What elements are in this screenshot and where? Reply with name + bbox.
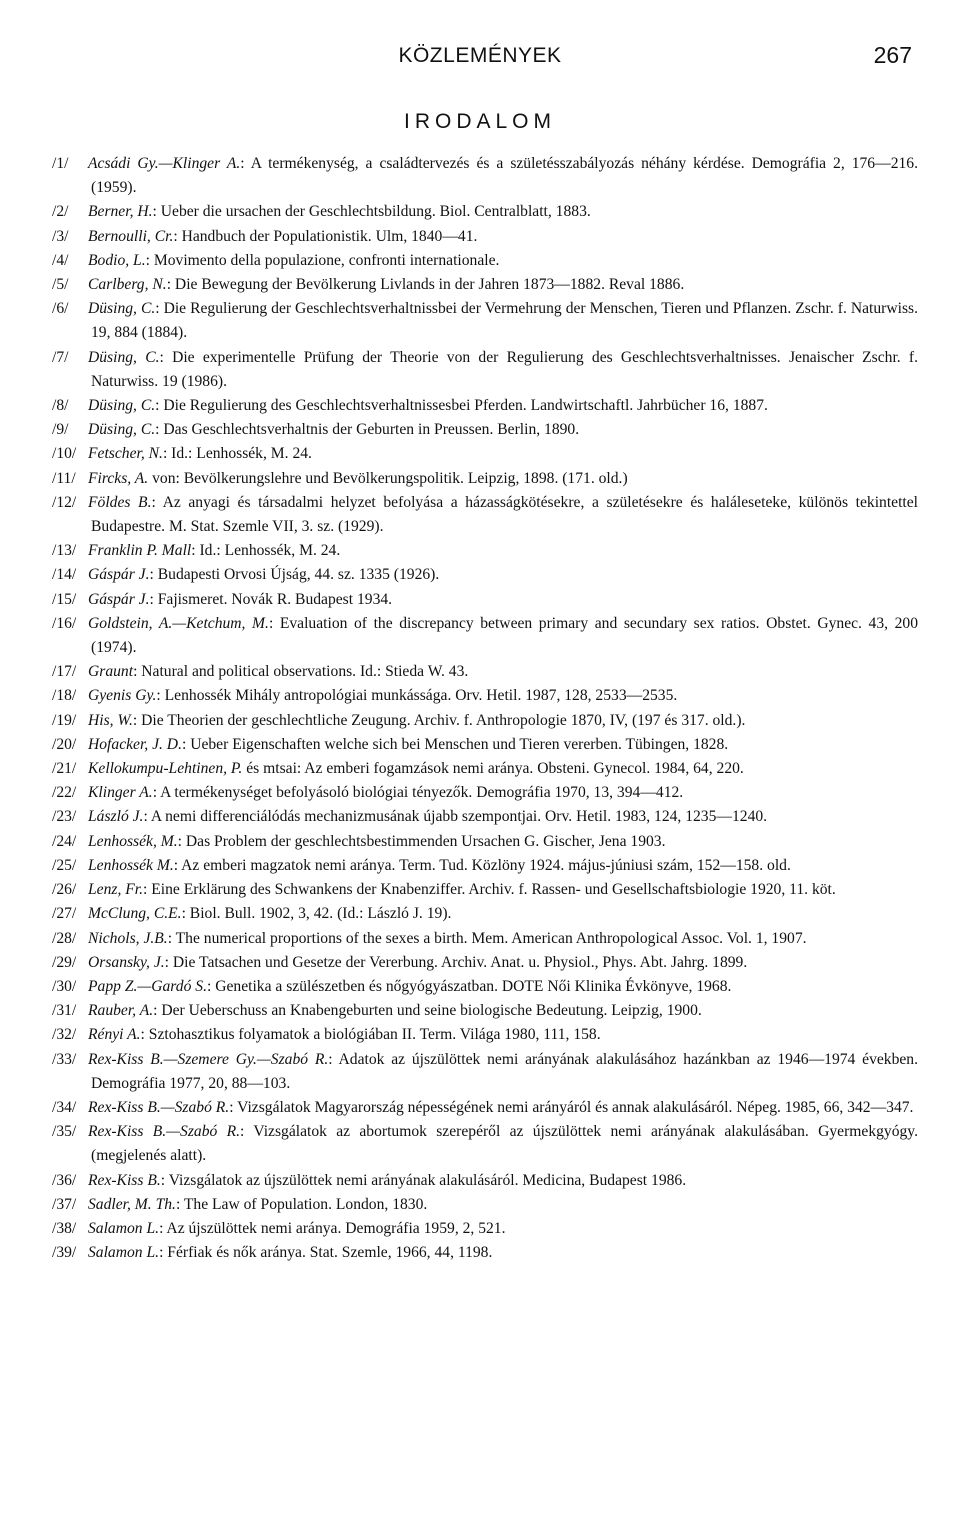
reference-authors: Kellokumpu-Lehtinen, P. <box>88 760 243 778</box>
reference-text: : Die Tatsachen und Gesetze der Vererbung. Archiv. Anat. u. Physiol., Phys. Abt. Jahrg. 1899. <box>164 953 748 971</box>
reference-authors: Papp Z.—Gardó S. <box>88 977 207 995</box>
page-header <box>0 44 960 74</box>
reference-number: /7/ <box>52 348 69 366</box>
reference-number: /6/ <box>52 300 69 318</box>
reference-text: : Movimento della populazione, confronti internationale. <box>145 251 500 269</box>
reference-text: : Das Geschlechtsverhaltnis der Geburten in Preussen. Berlin, 1890. <box>155 421 580 439</box>
reference-text: : Id.: Lenhossék, M. 24. <box>191 542 341 560</box>
reference-number: /21/ <box>52 760 77 778</box>
reference-number: /5/ <box>52 276 69 294</box>
reference-item <box>52 442 918 466</box>
reference-text: : Die Bewegung der Bevölkerung Livlands in der Jahren 1873—1882. Reval 1886. <box>166 276 685 294</box>
reference-text: : Biol. Bull. 1902, 3, 42. (Id.: László J. 19). <box>181 905 452 923</box>
reference-item <box>52 394 918 418</box>
reference-number: /33/ <box>52 1050 77 1068</box>
reference-authors: Düsing, C. <box>88 421 156 439</box>
reference-text: : Vizsgálatok az újszülöttek nemi arányának alakulásáról. Medicina, Budapest 1986. <box>160 1171 687 1189</box>
reference-authors: Hofacker, J. D. <box>88 735 182 753</box>
reference-authors: Rex-Kiss B.—Szemere Gy.—Szabó R. <box>88 1050 329 1068</box>
reference-text: : Ueber Eigenschaften welche sich bei Menschen und Tieren vererben. Tübingen, 1828. <box>181 735 729 753</box>
reference-number: /26/ <box>52 881 77 899</box>
reference-item <box>52 563 918 587</box>
reference-text: : A termékenységet befolyásoló biológiai tényezők. Demográfia 1970, 13, 394—412. <box>152 784 684 802</box>
reference-authors: Gáspár J. <box>88 590 150 608</box>
reference-text: : Die Regulierung des Geschlechtsverhaltnissesbei Pferden. Landwirtschaftl. Jahrbücher 16, 1887. <box>155 397 768 415</box>
reference-authors: Rex-Kiss B.—Szabó R. <box>88 1098 230 1116</box>
reference-authors: Nichols, J.B. <box>88 929 168 947</box>
reference-authors: Rényi A. <box>88 1026 141 1044</box>
reference-item <box>52 467 918 491</box>
reference-number: /29/ <box>52 953 77 971</box>
reference-text: : Az emberi magzatok nemi aránya. Term. Tud. Közlöny 1924. május-júniusi szám, 152—158. old. <box>173 856 791 874</box>
reference-authors: Rex-Kiss B.—Szabó R. <box>88 1123 241 1141</box>
reference-text: : The numerical proportions of the sexes a birth. Mem. American Anthropological Assoc. Vol. 1, 1907. <box>167 929 807 947</box>
page-number: 267 <box>873 42 912 68</box>
reference-text: : Eine Erklärung des Schwankens der Knabenziffer. Archiv. f. Rassen- und Gesellschaftsbiologie 1920, 11. köt. <box>143 881 836 899</box>
reference-authors: Lenz, Fr. <box>88 881 144 899</box>
reference-number: /23/ <box>52 808 77 826</box>
reference-item <box>52 878 918 902</box>
reference-text: és mtsai: Az emberi fogamzások nemi aránya. Obsteni. Gynecol. 1984, 64, 220. <box>242 760 744 778</box>
reference-text: : Férfiak és nők aránya. Stat. Szemle, 1966, 44, 1198. <box>159 1244 493 1262</box>
reference-authors: Acsádi Gy.—Klinger A. <box>88 155 241 172</box>
reference-authors: Düsing, C. <box>88 397 156 415</box>
reference-authors: Fetscher, N. <box>88 445 163 463</box>
reference-item <box>52 346 918 394</box>
reference-number: /13/ <box>52 542 77 560</box>
reference-item <box>52 1193 918 1217</box>
reference-authors: Rex-Kiss B. <box>88 1171 161 1189</box>
reference-item <box>52 297 918 345</box>
reference-list <box>52 152 918 1265</box>
reference-number: /2/ <box>52 203 69 221</box>
reference-number: /16/ <box>52 614 77 632</box>
reference-item <box>52 491 918 539</box>
reference-text: : The Law of Population. London, 1830. <box>175 1195 428 1213</box>
reference-number: /37/ <box>52 1195 77 1213</box>
reference-number: /12/ <box>52 493 77 511</box>
reference-text: : A termékenység, a családtervezés és a születésszabályozás néhány kérdése. Demográfia 2, 176—216. (1959). <box>91 155 918 197</box>
reference-text: : Handbuch der Populationistik. Ulm, 1840—41. <box>173 227 478 245</box>
reference-number: /10/ <box>52 445 77 463</box>
reference-text: : Vizsgálatok az abortumok szerepéről az újszülöttek nemi arányának alakulásában. Gyermekgyógy. (megjelenés alatt). <box>91 1123 918 1165</box>
reference-text: : Der Ueberschuss an Knabengeburten und seine biologische Bedeutung. Leipzig, 1900. <box>153 1002 702 1020</box>
reference-text: : Az anyagi és társadalmi helyzet befolyása a házasságkötésekre, a születésekre és haláleseteke, különös tekintettel Budapestre. M. Stat. Szemle VII, 3. sz. (1929). <box>91 493 918 536</box>
reference-item <box>52 418 918 442</box>
reference-authors: Düsing, C. <box>88 348 160 366</box>
reference-text: : Sztohasztikus folyamatok a biológiában II. Term. Világa 1980, 111, 158. <box>140 1026 601 1044</box>
reference-text: : Die Regulierung der Geschlechtsverhaltnissbei der Vermehrung der Menschen, Tieren und Pflanzen. Zschr. f. Naturwiss. 19, 884 (1884). <box>91 300 918 342</box>
reference-authors: Klinger A. <box>88 784 153 802</box>
reference-number: /38/ <box>52 1219 77 1237</box>
reference-number: /34/ <box>52 1098 77 1116</box>
reference-number: /32/ <box>52 1026 77 1044</box>
running-head: KÖZLEMÉNYEK <box>398 44 562 67</box>
reference-item <box>52 200 918 224</box>
reference-number: /27/ <box>52 905 77 923</box>
reference-item <box>52 805 918 829</box>
reference-number: /35/ <box>52 1123 77 1141</box>
reference-authors: Gáspár J. <box>88 566 150 584</box>
reference-item <box>52 249 918 273</box>
reference-text: : A nemi differenciálódás mechanizmusának újabb szempontjai. Orv. Hetil. 1983, 124, 1235—1240. <box>143 808 768 826</box>
reference-item <box>52 830 918 854</box>
reference-number: /36/ <box>52 1171 77 1189</box>
reference-number: /4/ <box>52 251 69 269</box>
reference-item <box>52 539 918 563</box>
reference-item <box>52 273 918 297</box>
reference-number: /8/ <box>52 397 69 415</box>
reference-authors: Gyenis Gy. <box>88 687 157 705</box>
reference-item <box>52 927 918 951</box>
reference-authors: His, W. <box>88 711 133 729</box>
reference-number: /17/ <box>52 663 77 681</box>
reference-number: /18/ <box>52 687 77 705</box>
reference-text: : Die experimentelle Prüfung der Theorie von der Regulierung des Geschlechtsverhaltnisses. Jenaischer Zschr. f. Naturwiss. 19 (1986). <box>91 348 919 390</box>
reference-authors: Carlberg, N. <box>88 276 167 294</box>
reference-text: : Vizsgálatok Magyarország népességének nemi arányáról és annak alakulásáról. Népeg. 1985, 66, 342—347. <box>229 1098 914 1116</box>
reference-item <box>52 1120 918 1168</box>
reference-item <box>52 225 918 249</box>
reference-number: /14/ <box>52 566 77 584</box>
reference-text: : Das Problem der geschlechtsbestimmenden Ursachen G. Gischer, Jena 1903. <box>177 832 666 850</box>
reference-text: von: Bevölkerungslehre und Bevölkerungspolitik. Leipzig, 1898. (171. old.) <box>148 469 628 487</box>
reference-authors: Fircks, A. <box>88 469 149 487</box>
reference-item <box>52 1241 918 1265</box>
reference-text: : Evaluation of the discrepancy between primary and secundary sex ratios. Obstet. Gynec. 43, 200 (1974). <box>91 614 918 657</box>
reference-authors: Berner, H. <box>88 203 153 221</box>
reference-number: /28/ <box>52 929 77 947</box>
reference-authors: Düsing, C. <box>88 300 156 318</box>
reference-authors: Bodio, L. <box>88 251 146 269</box>
reference-text: : Ueber die ursachen der Geschlechtsbildung. Biol. Centralblatt, 1883. <box>152 203 591 221</box>
reference-item <box>52 902 918 926</box>
reference-text: : Az újszülöttek nemi aránya. Demográfia 1959, 2, 521. <box>159 1219 506 1237</box>
reference-number: /22/ <box>52 784 77 802</box>
reference-authors: Sadler, M. Th. <box>88 1195 176 1213</box>
reference-number: /24/ <box>52 832 77 850</box>
reference-item <box>52 1048 918 1096</box>
reference-number: /3/ <box>52 227 69 245</box>
reference-text: : Die Theorien der geschlechtliche Zeugung. Archiv. f. Anthropologie 1870, IV, (197 és 317. old.). <box>132 711 746 729</box>
reference-item <box>52 660 918 684</box>
reference-item <box>52 1096 918 1120</box>
reference-item <box>52 709 918 733</box>
reference-number: /15/ <box>52 590 77 608</box>
reference-authors: Franklin P. Mall <box>88 542 192 560</box>
reference-text: : Genetika a szülészetben és nőgyógyászatban. DOTE Női Klinika Évkönyve, 1968. <box>207 977 732 995</box>
reference-authors: Földes B. <box>88 493 152 511</box>
reference-authors: Lenhossék M. <box>88 856 174 874</box>
reference-number: /31/ <box>52 1002 77 1020</box>
reference-authors: Bernoulli, Cr. <box>88 227 174 245</box>
reference-number: /20/ <box>52 735 77 753</box>
reference-authors: Goldstein, A.—Ketchum, M. <box>88 614 269 632</box>
reference-item <box>52 1169 918 1193</box>
reference-item <box>52 951 918 975</box>
reference-item <box>52 757 918 781</box>
reference-item <box>52 612 918 660</box>
reference-item <box>52 733 918 757</box>
reference-text: : Id.: Lenhossék, M. 24. <box>162 445 312 463</box>
reference-text: : Fajismeret. Novák R. Budapest 1934. <box>149 590 393 608</box>
section-title: IRODALOM <box>403 110 556 133</box>
reference-item <box>52 999 918 1023</box>
reference-item <box>52 975 918 999</box>
reference-number: /11/ <box>52 469 76 487</box>
reference-item <box>52 854 918 878</box>
reference-authors: Salamon L. <box>88 1244 160 1262</box>
reference-item <box>52 588 918 612</box>
reference-text: : Adatok az újszülöttek nemi arányának alakulásához hazánkban az 1946—1974 években. Demográfia 1977, 20, 88—103. <box>91 1050 918 1092</box>
reference-authors: Salamon L. <box>88 1219 160 1237</box>
reference-authors: McClung, C.E. <box>88 905 182 923</box>
reference-number: /1/ <box>52 155 69 172</box>
reference-number: /9/ <box>52 421 69 439</box>
reference-item <box>52 152 918 200</box>
reference-number: /25/ <box>52 856 77 874</box>
reference-text: : Budapesti Orvosi Újság, 44. sz. 1335 (1926). <box>149 566 440 584</box>
reference-text: : Lenhossék Mihály antropológiai munkássága. Orv. Hetil. 1987, 128, 2533—2535. <box>156 687 678 705</box>
reference-item <box>52 684 918 708</box>
reference-authors: Lenhossék, M. <box>88 832 178 850</box>
reference-text: : Natural and political observations. Id.: Stieda W. 43. <box>133 663 469 681</box>
reference-item <box>52 781 918 805</box>
reference-authors: Graunt <box>88 663 134 681</box>
reference-number: /30/ <box>52 977 77 995</box>
reference-authors: László J. <box>88 808 144 826</box>
reference-number: /19/ <box>52 711 77 729</box>
reference-item <box>52 1023 918 1047</box>
reference-authors: Orsansky, J. <box>88 953 165 971</box>
reference-number: /39/ <box>52 1244 77 1262</box>
reference-authors: Rauber, A. <box>88 1002 154 1020</box>
reference-item <box>52 1217 918 1241</box>
